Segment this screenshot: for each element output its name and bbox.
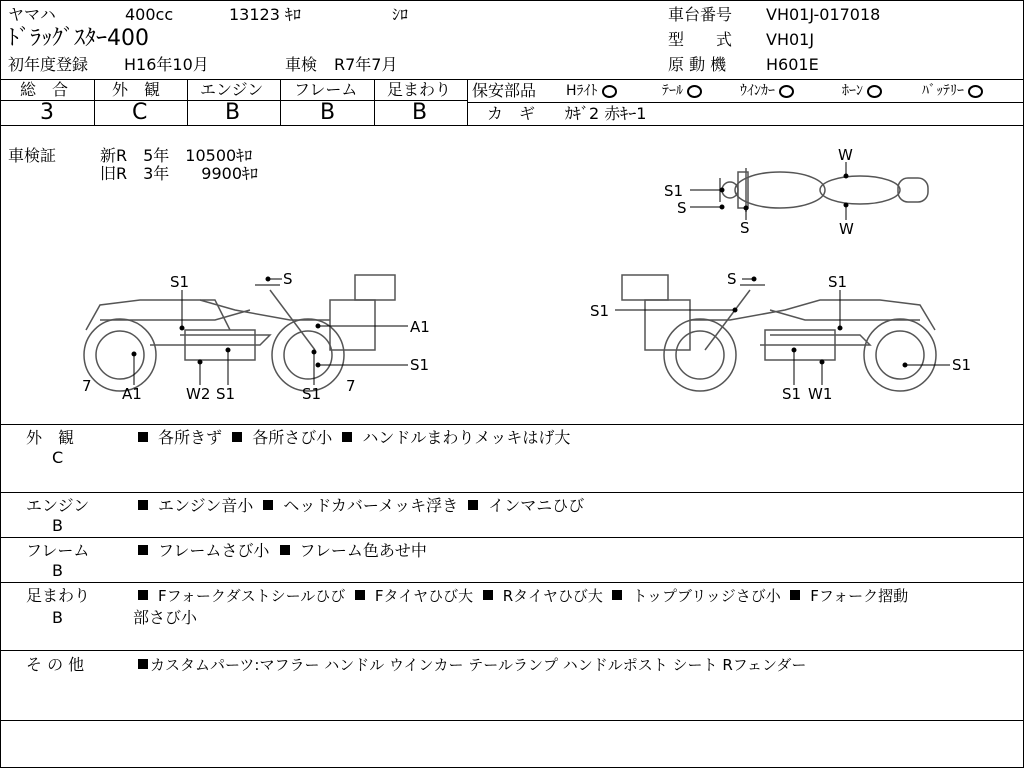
displacement: 400cc <box>125 5 174 24</box>
diagram-code: W <box>838 146 853 164</box>
section-divider <box>0 582 1024 583</box>
engine-value: H601E <box>766 55 819 74</box>
note-category-suspension: 足まわり <box>26 586 91 605</box>
section-divider <box>0 650 1024 651</box>
grade-header-engine: エンジン <box>200 80 264 99</box>
diagram-code: S1 <box>828 273 848 291</box>
key-label: カ ギ <box>487 104 536 123</box>
part-taillight: ﾃｰﾙ <box>662 81 702 101</box>
section-divider <box>0 492 1024 493</box>
note-category-frame: フレーム <box>26 541 90 560</box>
grade-value-suspension: B <box>412 100 428 125</box>
note-grade-frame: B <box>52 561 63 580</box>
note-category-exterior: 外 観 <box>26 428 75 447</box>
note-items-frame: フレームさび小 フレーム色あせ中 <box>138 541 427 561</box>
note-items-suspension-continuation: 部さび小 <box>133 608 198 627</box>
note-grade-exterior: C <box>52 448 64 467</box>
note-grade-engine: B <box>52 516 63 535</box>
first-registration-value: H16年10月 <box>124 55 209 74</box>
grade-header-exterior: 外 観 <box>112 80 161 99</box>
diagram-code: S1 <box>170 273 190 291</box>
diagram-code: 7 <box>82 377 92 395</box>
grade-value-overall: 3 <box>40 100 54 125</box>
diagram-code: S1 <box>216 385 236 403</box>
certificate-label: 車検証 <box>8 146 57 165</box>
diagram-code: S1 <box>410 356 430 374</box>
part-headlight: Hﾗｲﾄ <box>566 81 617 101</box>
note-grade-suspension: B <box>52 608 63 627</box>
grade-value-engine: B <box>225 100 241 125</box>
diagram-code: S1 <box>664 182 684 200</box>
grade-header-frame: フレーム <box>294 80 358 99</box>
frame-number-value: VH01J-017018 <box>766 5 881 24</box>
grade-value-frame: B <box>320 100 336 125</box>
grade-header-overall: 総 合 <box>20 80 69 99</box>
note-items-engine: エンジン音小 ヘッドカバーメッキ浮き インマニひび <box>138 496 584 516</box>
grade-value-exterior: C <box>132 100 148 125</box>
diagram-code: S <box>740 219 750 237</box>
diagram-code: W1 <box>808 385 833 403</box>
inspection-label: 車検 <box>285 55 318 74</box>
first-registration-label: 初年度登録 <box>8 55 89 74</box>
note-category-other: そ の 他 <box>26 655 85 674</box>
part-winker: ｳｲﾝｶｰ <box>740 81 794 101</box>
model-name: ﾄﾞﾗｯｸﾞｽﾀｰ400 <box>8 26 149 51</box>
diagram-code: W <box>839 220 854 238</box>
certificate-old-r: 旧R 3年 9900ｷﾛ <box>100 164 259 183</box>
section-divider <box>0 424 1024 425</box>
diagram-code: S <box>727 270 737 288</box>
part-battery: ﾊﾞｯﾃﾘｰ <box>922 81 983 101</box>
section-divider <box>0 720 1024 721</box>
model-code-label: 型 式 <box>668 30 733 49</box>
diagram-code: S1 <box>302 385 322 403</box>
certificate-new-r: 新R 5年 10500ｷﾛ <box>100 146 253 165</box>
parts-label: 保安部品 <box>472 81 537 100</box>
grade-header-suspension: 足まわり <box>387 80 452 99</box>
section-divider <box>0 537 1024 538</box>
note-items-other: カスタムパーツ:マフラー ハンドル ウインカー テールランプ ハンドルポスト シート Rフェンダー <box>138 655 806 675</box>
left-side-bike-icon <box>84 275 395 391</box>
key-value: ｶｷﾞ2 赤ｷｰ1 <box>565 104 647 123</box>
engine-label: 原 動 機 <box>668 55 727 74</box>
diagram-code: S1 <box>590 302 610 320</box>
diagram-code: S <box>283 270 293 288</box>
note-items-exterior: 各所きず 各所さび小 ハンドルまわりメッキはげ大 <box>138 428 570 448</box>
note-items-suspension: Fフォークダストシールひび Fタイヤひび大 Rタイヤひび大 トップブリッジさび小 Fフォーク摺動 <box>138 586 908 606</box>
diagram-code: 7 <box>346 377 356 395</box>
frame-number-label: 車台番号 <box>668 5 733 24</box>
note-category-engine: エンジン <box>26 496 90 515</box>
top-view-bike-icon <box>720 168 928 212</box>
part-horn: ﾎｰﾝ <box>842 81 882 101</box>
diagram-code: S1 <box>952 356 972 374</box>
diagram-code: W2 <box>186 385 211 403</box>
diagram-code: A1 <box>122 385 142 403</box>
right-side-bike-icon <box>622 275 936 391</box>
diagram-code: S1 <box>782 385 802 403</box>
diagram-code: A1 <box>410 318 430 336</box>
color: ｼﾛ <box>392 5 409 24</box>
inspection-value: R7年7月 <box>334 55 398 74</box>
mileage: 13123 ｷﾛ <box>229 5 301 24</box>
model-code-value: VH01J <box>766 30 815 49</box>
maker: ヤマハ <box>8 5 56 24</box>
diagram-code: S <box>677 199 687 217</box>
